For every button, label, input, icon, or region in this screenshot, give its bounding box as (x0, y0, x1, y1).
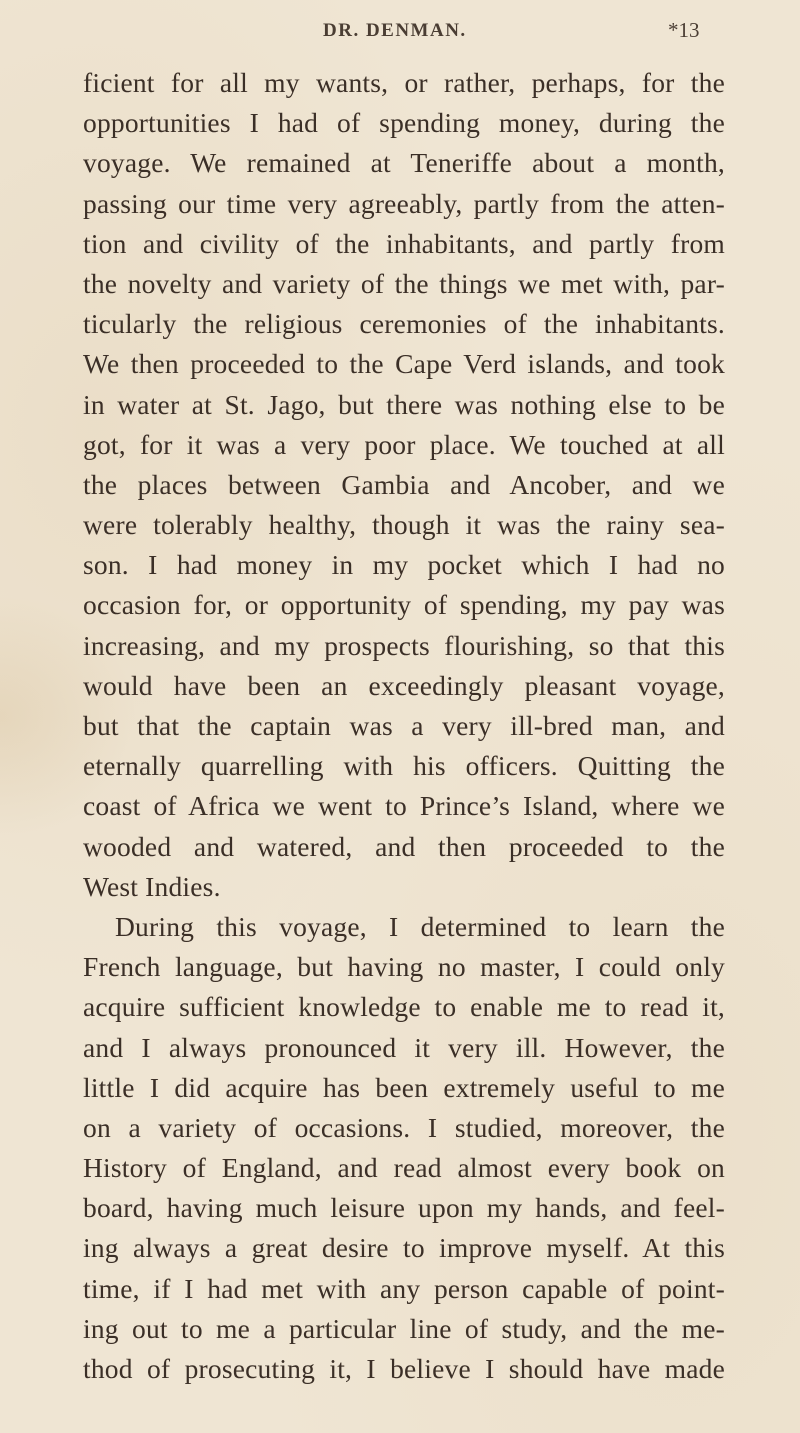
text-line: thod of prosecuting it, I believe I should have made (83, 1353, 725, 1384)
text-line: in water at St. Jago, but there was nothing else to be (83, 388, 725, 420)
text-line: board, having much leisure upon my hands, and feel- (83, 1192, 725, 1224)
text-line: time, if I had met with any person capable of point- (83, 1272, 725, 1304)
text-line: ing out to me a particular line of study, and the me- (83, 1312, 725, 1344)
text-line: ticularly the religious ceremonies of the inhabitants. (83, 308, 725, 340)
text-line: ing always a great desire to improve myself. At this (83, 1232, 725, 1264)
text-line: got, for it was a very poor place. We touched at all (83, 428, 725, 460)
text-line: We then proceeded to the Cape Verd islands, and took (83, 348, 725, 380)
text-line: West Indies. (83, 870, 221, 902)
text-line: ficient for all my wants, or rather, perhaps, for the (83, 67, 725, 98)
running-head (0, 20, 800, 50)
body-text (83, 63, 725, 1389)
text-line: son. I had money in my pocket which I had no (83, 549, 725, 581)
text-line: During this voyage, I determined to learn the (115, 910, 725, 942)
page-number: *13 (668, 18, 700, 42)
text-line: increasing, and my prospects flourishing, so that this (83, 629, 725, 661)
text-line: wooded and watered, and then proceeded to the (83, 830, 725, 862)
text-line: the places between Gambia and Ancober, and we (83, 468, 725, 500)
text-line: on a variety of occasions. I studied, moreover, the (83, 1111, 725, 1143)
text-line: would have been an exceedingly pleasant voyage, (83, 669, 725, 701)
text-line: French language, but having no master, I could only (83, 951, 725, 983)
text-line: and I always pronounced it very ill. However, the (83, 1031, 725, 1063)
text-line: the novelty and variety of the things we met with, par- (83, 267, 725, 299)
text-line: little I did acquire has been extremely useful to me (83, 1071, 725, 1103)
paragraph-2 (83, 907, 725, 1389)
text-line: tion and civility of the inhabitants, and partly from (83, 227, 725, 259)
text-line: but that the captain was a very ill-bred man, and (83, 710, 725, 741)
paragraph-1 (83, 63, 725, 907)
text-line: occasion for, or opportunity of spending, my pay was (83, 589, 725, 621)
text-line: passing our time very agreeably, partly from the atten- (83, 187, 725, 219)
running-title: DR. DENMAN. (323, 20, 467, 41)
text-line: coast of Africa we went to Prince’s Island, where we (83, 790, 725, 822)
text-line: eternally quarrelling with his officers. Quitting the (83, 750, 725, 782)
text-line: History of England, and read almost every book on (83, 1152, 725, 1184)
text-line: voyage. We remained at Teneriffe about a month, (83, 147, 725, 179)
text-line: were tolerably healthy, though it was the rainy sea- (83, 509, 725, 541)
text-line: opportunities I had of spending money, during the (83, 107, 725, 139)
text-line: acquire sufficient knowledge to enable me to read it, (83, 991, 725, 1023)
